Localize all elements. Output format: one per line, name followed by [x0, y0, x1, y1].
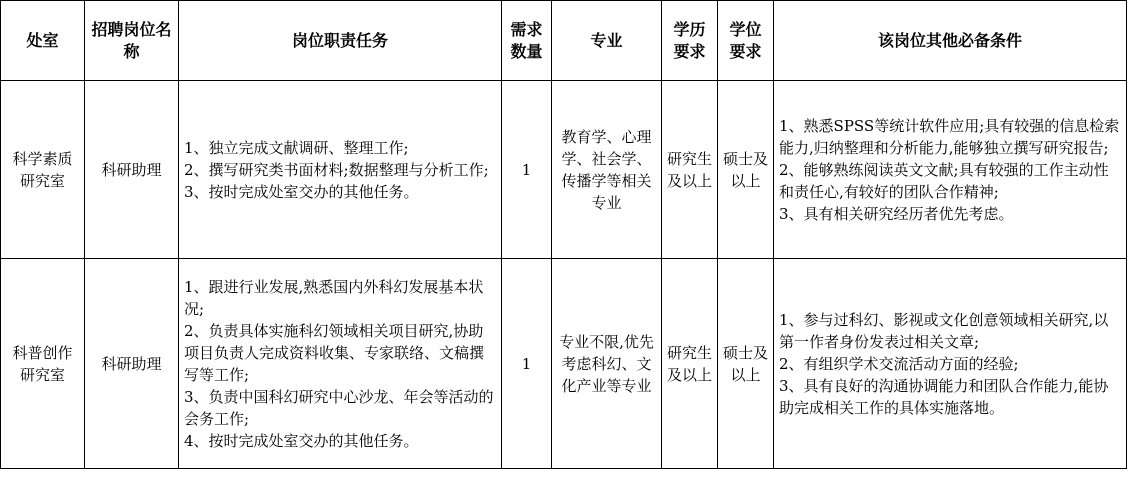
duty-item: 2、负责具体实施科幻领域相关项目研究,协助项目负责人完成资料收集、专家联络、文稿撰写等工作; — [184, 321, 485, 384]
header-duties: 岗位职责任务 — [179, 1, 502, 81]
cell-position: 科研助理 — [85, 259, 179, 469]
cell-dept: 科学素质研究室 — [1, 81, 85, 259]
duty-item: 1、跟进行业发展,熟悉国内外科幻发展基本状况; — [184, 277, 484, 318]
condition-item: 2、有组织学术交流活动方面的经验; — [779, 354, 1019, 373]
cell-conditions — [774, 259, 1127, 469]
duty-item: 3、按时完成处室交办的其他任务。 — [184, 182, 419, 201]
cell-dept: 科普创作研究室 — [1, 259, 85, 469]
cell-major: 教育学、心理学、社会学、传播学等相关专业 — [552, 81, 662, 259]
cell-position: 科研助理 — [85, 81, 179, 259]
cell-degree: 硕士及以上 — [718, 259, 774, 469]
cell-education: 研究生及以上 — [662, 259, 718, 469]
header-position: 招聘岗位名称 — [85, 1, 179, 81]
header-education: 学历要求 — [662, 1, 718, 81]
header-conditions: 该岗位其他必备条件 — [774, 1, 1127, 81]
header-row — [1, 1, 1127, 81]
cell-duties — [179, 259, 502, 469]
cell-count: 1 — [502, 259, 552, 469]
condition-item: 1、熟悉SPSS等统计软件应用;具有较强的信息检索能力,归纳整理和分析能力,能够独立撰写研究报告; — [779, 116, 1120, 157]
condition-item: 3、具有良好的沟通协调能力和团队合作能力,能协助完成相关工作的具体实施落地。 — [779, 376, 1109, 417]
cell-count: 1 — [502, 81, 552, 259]
duty-item: 1、独立完成文献调研、整理工作; — [184, 138, 409, 157]
table-row — [1, 81, 1127, 259]
cell-duties — [179, 81, 502, 259]
condition-item: 2、能够熟练阅读英文文献;具有较强的工作主动性和责任心,有较好的团队合作精神; — [779, 160, 1109, 201]
duty-item: 3、负责中国科幻研究中心沙龙、年会等活动的会务工作; — [184, 387, 494, 428]
cell-education: 研究生及以上 — [662, 81, 718, 259]
header-major: 专业 — [552, 1, 662, 81]
condition-item: 3、具有相关研究经历者优先考虑。 — [779, 204, 1014, 223]
header-dept: 处室 — [1, 1, 85, 81]
condition-item: 1、参与过科幻、影视或文化创意领域相关研究,以第一作者身份发表过相关文章; — [779, 310, 1109, 351]
duty-item: 2、撰写研究类书面材料;数据整理与分析工作; — [184, 160, 489, 179]
cell-major: 专业不限,优先考虑科幻、文化产业等专业 — [552, 259, 662, 469]
cell-degree: 硕士及以上 — [718, 81, 774, 259]
table-row — [1, 259, 1127, 469]
duty-item: 4、按时完成处室交办的其他任务。 — [184, 431, 419, 450]
header-degree: 学位要求 — [718, 1, 774, 81]
header-count: 需求数量 — [502, 1, 552, 81]
cell-conditions — [774, 81, 1127, 259]
